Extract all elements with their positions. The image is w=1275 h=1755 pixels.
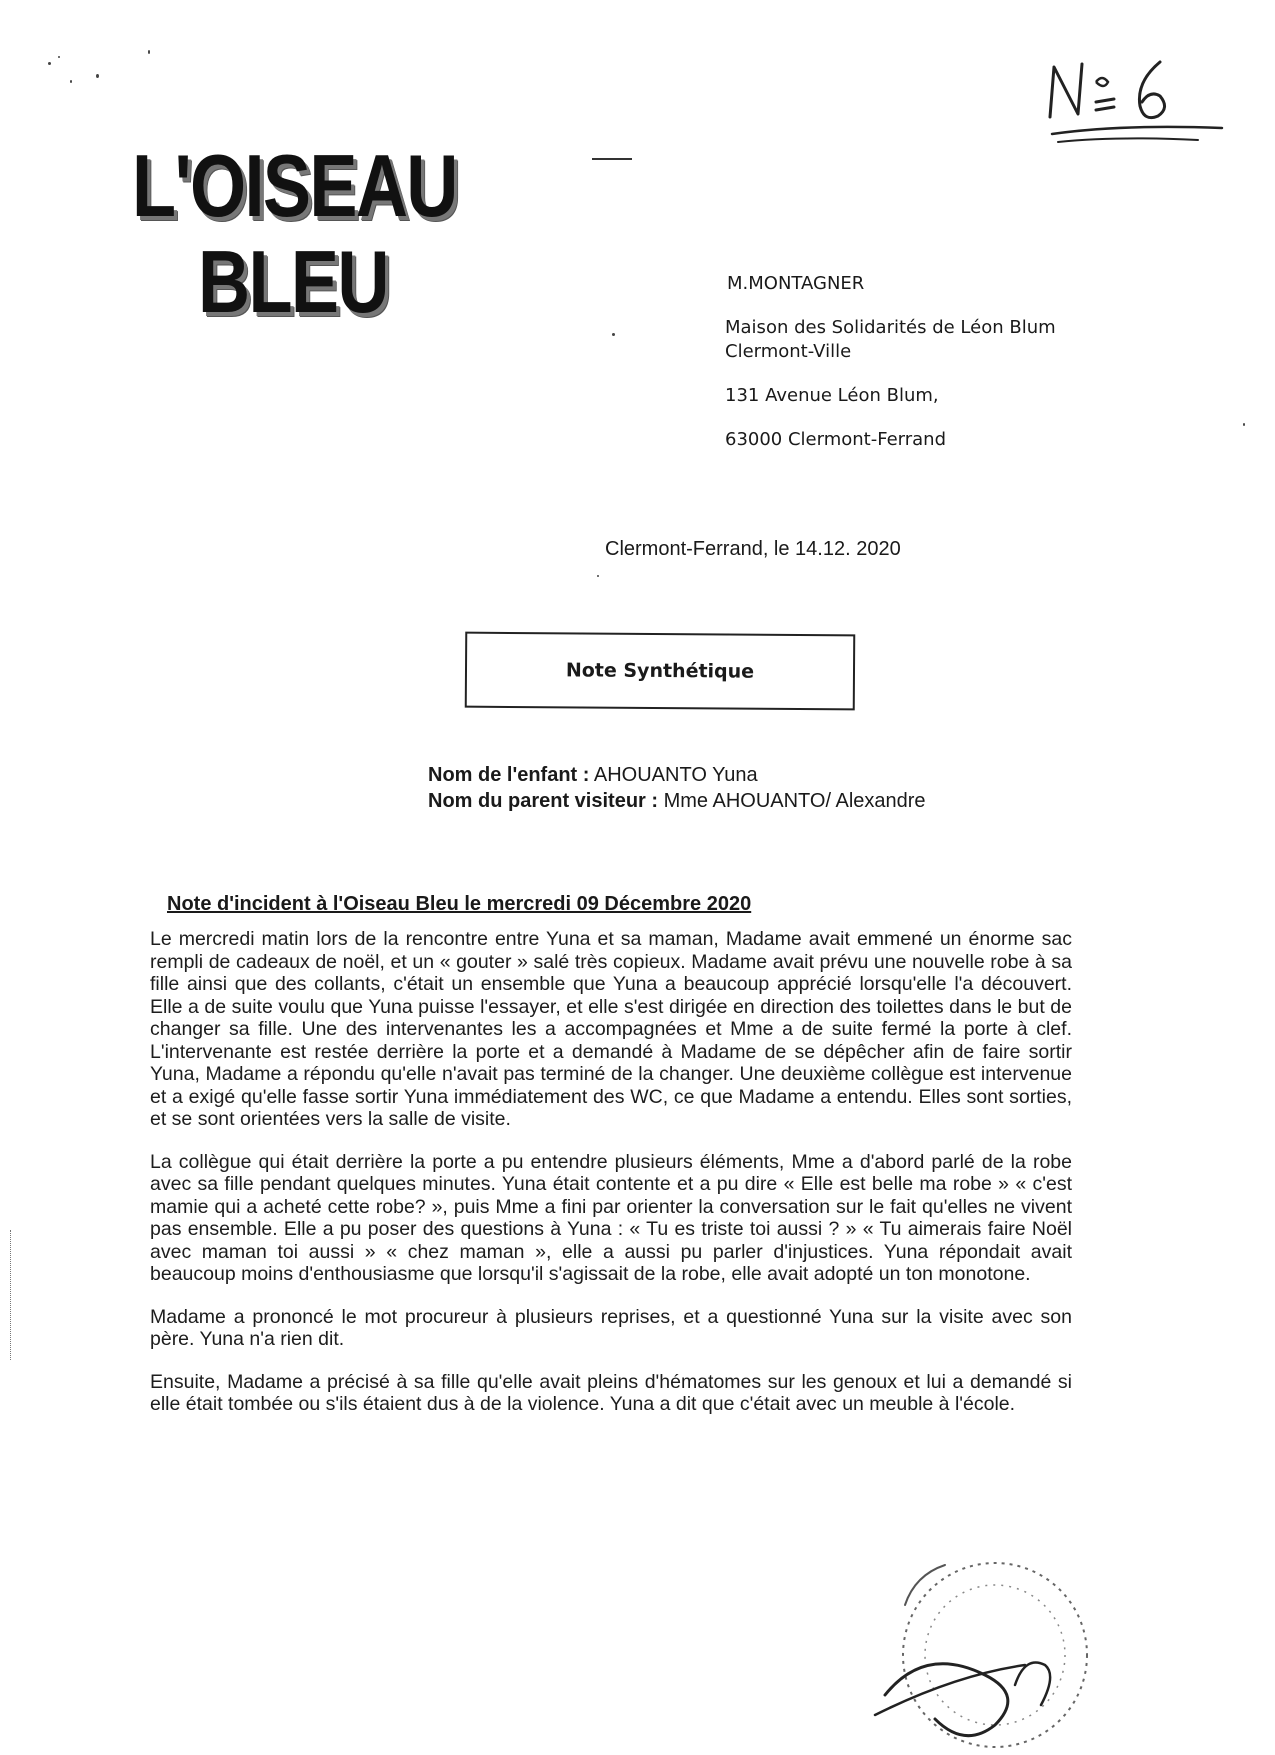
- recipient-address: [725, 272, 1056, 452]
- paragraph: Madame a prononcé le mot procureur à plusieurs reprises, et a questionné Yuna sur la visite avec son père. Yuna n'a rien dit.: [150, 1305, 1072, 1350]
- stamp-icon: [845, 1545, 1105, 1755]
- parent-name-label: Nom du parent visiteur :: [428, 790, 659, 812]
- logo-line-2: BLEU: [198, 232, 388, 331]
- logo-oiseau-bleu: [132, 136, 457, 353]
- scan-speck: [612, 333, 615, 336]
- scan-speck: [597, 575, 599, 577]
- date-line: Clermont-Ferrand, le 14.12. 2020: [605, 538, 901, 560]
- child-info: [428, 762, 926, 814]
- scan-speck: [48, 62, 51, 65]
- incident-heading: Note d'incident à l'Oiseau Bleu le mercredi 09 Décembre 2020: [167, 893, 752, 915]
- child-name-row: [428, 762, 926, 788]
- logo-line-1: L'OISEAU: [132, 136, 457, 235]
- child-name-value: AHOUANTO Yuna: [589, 764, 758, 786]
- recipient-name: M.MONTAGNER: [727, 273, 865, 294]
- parent-name-value: Mme AHOUANTO/ Alexandre: [658, 790, 926, 812]
- incident-body: [150, 928, 1072, 1436]
- doc-number-handwritten: [1040, 52, 1240, 152]
- scan-speck: [1243, 423, 1245, 426]
- scan-speck: [96, 74, 99, 78]
- paragraph: Le mercredi matin lors de la rencontre entre Yuna et sa maman, Madame avait emmené un énorme sac rempli de cadeaux de noël, et un « gouter » salé très copieux. Madame avait prévu une nouvelle robe à sa fille ainsi que des collants, c'était un ensemble que Yuna a beaucoup apprécié lorsqu'elle l'a découvert. Elle a de suite voulu que Yuna puisse l'essayer, et elle s'est dirigée en direction des toilettes dans le but de changer sa fille. Une des intervenantes les a accompagnées et Mme a de suite fermé la porte à clef. L'intervenante est restée derrière la porte et a demandé à Madame de se dépêcher afin de faire sortir Yuna, Madame a répondu qu'elle n'avait pas terminé de la changer. Une deuxième collègue est intervenue et a exigé qu'elle fasse sortir Yuna immédiatement des WC, ce que Madame a entendu. Elles sont sorties, et se sont orientées vers la salle de visite.: [150, 928, 1072, 1130]
- recipient-org-line-2: Clermont-Ville: [725, 341, 852, 362]
- paragraph: Ensuite, Madame a précisé à sa fille qu'elle avait pleins d'hématomes sur les genoux et lui a demandé si elle était tombée ou s'ils étaient dus à de la violence. Yuna a dit que c'était avec un meuble à l'école.: [150, 1370, 1072, 1415]
- stray-dash: [592, 158, 632, 160]
- child-name-label: Nom de l'enfant :: [428, 764, 590, 786]
- parent-name-row: [428, 788, 926, 814]
- page-title: Note Synthétique: [565, 659, 755, 683]
- scan-speck: [58, 56, 60, 58]
- scan-edge-dots: [10, 1230, 13, 1360]
- recipient-street: 131 Avenue Léon Blum,: [725, 385, 939, 406]
- paragraph: La collègue qui était derrière la porte a pu entendre plusieurs éléments, Mme a d'abord parlé de la robe avec sa fille pendant quelques minutes. Yuna était contente et a pu dire « Elle est belle ma robe » « c'est mamie qui a acheté cette robe? », puis Mme a fini par orienter la conversation sur le fait qu'elles ne vivent pas ensemble. Elle a pu poser des questions à Yuna : « Tu es triste toi aussi ? » « Tu aimerais faire Noël avec maman toi aussi » « chez maman », elle a aussi pu parler d'injustices. Yuna répondait avait beaucoup moins d'enthousiasme que lorsqu'il s'agissait de la robe, elle avait adopté un ton monotone.: [150, 1150, 1072, 1285]
- scan-speck: [70, 80, 72, 83]
- scan-speck: [148, 50, 150, 54]
- recipient-city: 63000 Clermont-Ferrand: [725, 429, 947, 450]
- title-box: [465, 632, 856, 711]
- recipient-org-line-1: Maison des Solidarités de Léon Blum: [725, 317, 1056, 338]
